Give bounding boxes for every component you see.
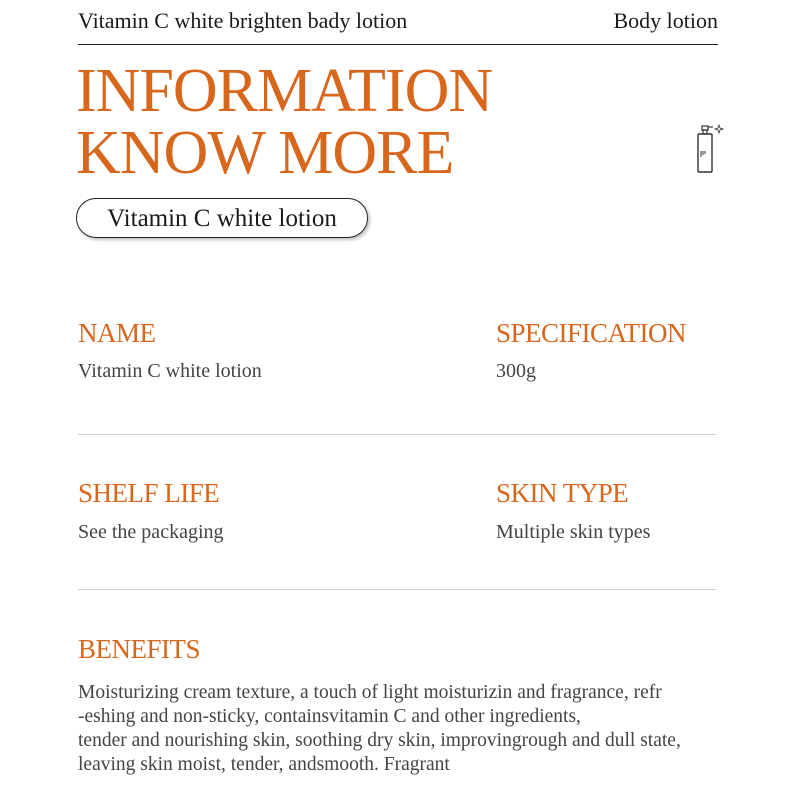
page-header xyxy=(78,8,718,45)
header-category: Body lotion xyxy=(613,8,718,33)
title-line-1: INFORMATION xyxy=(76,57,493,125)
product-name-badge: Vitamin C white lotion xyxy=(76,198,368,238)
benefits-line: -eshing and non-sticky, containsvitamin C and other ingredients, xyxy=(78,706,581,727)
benefits-text xyxy=(78,681,758,777)
benefits-line: Moisturizing cream texture, a touch of light moisturizin and fragrance, refr xyxy=(78,682,662,703)
divider-1 xyxy=(78,434,716,435)
shelf-life-value: See the packaging xyxy=(78,521,224,543)
specification-label: SPECIFICATION xyxy=(496,318,687,348)
title-line-2: KNOW MORE xyxy=(76,119,454,187)
skin-type-value: Multiple skin types xyxy=(496,521,651,543)
shelf-life-label: SHELF LIFE xyxy=(78,478,220,508)
lotion-bottle-icon xyxy=(694,124,724,174)
benefits-line: leaving skin moist, tender, andsmooth. Fragrant xyxy=(78,754,450,775)
benefits-label: BENEFITS xyxy=(78,634,201,664)
skin-type-label: SKIN TYPE xyxy=(496,478,629,508)
header-product-name: Vitamin C white brighten bady lotion xyxy=(78,8,408,33)
name-label: NAME xyxy=(78,318,156,348)
name-value: Vitamin C white lotion xyxy=(78,360,262,382)
divider-2 xyxy=(78,589,716,590)
specification-value: 300g xyxy=(496,360,536,382)
benefits-line: tender and nourishing skin, soothing dry skin, improvingrough and dull state, xyxy=(78,730,681,751)
